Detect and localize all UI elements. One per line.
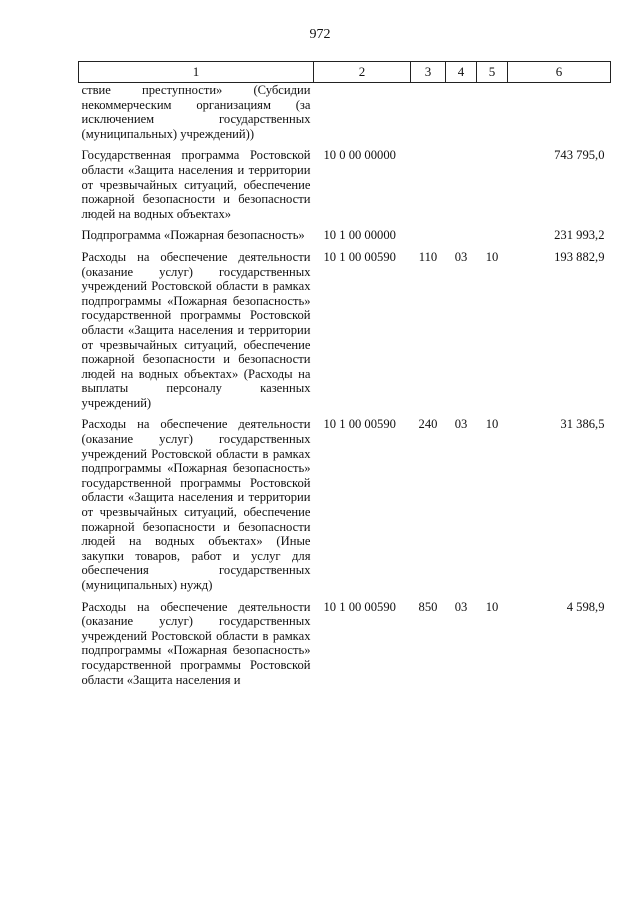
header-col-3: 3 <box>411 62 446 83</box>
row-name: Подпрограмма «Пожарная безопасность» <box>81 228 305 243</box>
row-rz <box>446 141 477 221</box>
row-name: Расходы на обеспечение деятельности (оказание услуг) государственных учреждений Ростовской области в рамках подпрограммы «Пожарная безопасность» государственной программы Ростовской области «Защита населения и территории от чрезвычайных ситуаций, обеспечение пожарной безопасности и безопасности людей на водных объектах» (Расходы на выплаты персоналу казенных учреждений) <box>81 249 311 410</box>
row-rz <box>446 221 477 243</box>
budget-table <box>78 61 611 687</box>
row-amount: 31 386,5 <box>560 417 605 432</box>
table-row <box>79 221 611 243</box>
header-col-1: 1 <box>79 62 314 83</box>
row-amount: 193 882,9 <box>554 249 605 264</box>
row-amount: 743 795,0 <box>554 148 605 163</box>
header-col-6: 6 <box>508 62 611 83</box>
header-row <box>79 62 611 83</box>
row-code: 10 1 00 00590 <box>323 599 396 614</box>
table-header <box>79 62 611 83</box>
row-code <box>314 83 411 142</box>
row-vr: 240 <box>418 417 438 432</box>
row-pr <box>477 221 508 243</box>
header-col-5: 5 <box>477 62 508 83</box>
row-code: 10 1 00 00590 <box>323 249 396 264</box>
row-vr <box>411 221 446 243</box>
header-col-2: 2 <box>314 62 411 83</box>
table-row <box>79 83 611 142</box>
row-pr: 10 <box>485 417 499 432</box>
row-vr: 850 <box>418 599 438 614</box>
table-row <box>79 593 611 688</box>
row-amount: 4 598,9 <box>566 599 605 614</box>
row-rz: 03 <box>454 599 468 614</box>
row-rz: 03 <box>454 417 468 432</box>
row-name: ствие преступности» (Субсидии некоммерческим организациям (за исключением государственных (муниципальных) учреждений)) <box>81 83 311 141</box>
row-rz <box>446 83 477 142</box>
row-name: Расходы на обеспечение деятельности (оказание услуг) государственных учреждений Ростовской области в рамках подпрограммы «Пожарная безопасность» государственной программы Ростовской области «Защита населения и <box>81 599 311 687</box>
header-col-4: 4 <box>446 62 477 83</box>
table-row <box>79 243 611 411</box>
row-rz: 03 <box>454 249 468 264</box>
table-row <box>79 141 611 221</box>
row-vr <box>411 83 446 142</box>
row-amount <box>508 83 611 142</box>
table-body <box>79 83 611 688</box>
row-name: Расходы на обеспечение деятельности (оказание услуг) государственных учреждений Ростовской области в рамках подпрограммы «Пожарная безопасность» государственной программы Ростовской области «Защита населения и территории от чрезвычайных ситуаций, обеспечение пожарной безопасности и безопасности людей на водных объектах» (Иные закупки товаров, работ и услуг для обеспечения государственных (муниципальных) нужд) <box>81 417 311 592</box>
row-pr: 10 <box>485 599 499 614</box>
row-name: Государственная программа Ростовской области «Защита населения и территории от чрезвычайных ситуаций, обеспечение пожарной безопасности и безопасности людей на водных объектах» <box>81 148 311 221</box>
row-pr: 10 <box>485 249 499 264</box>
page-number: 972 <box>309 27 331 42</box>
row-code: 10 1 00 00590 <box>323 417 396 432</box>
row-vr: 110 <box>418 249 438 264</box>
row-pr <box>477 141 508 221</box>
table-row <box>79 410 611 592</box>
row-code: 10 1 00 00000 <box>323 228 396 243</box>
row-amount: 231 993,2 <box>554 228 605 243</box>
row-pr <box>477 83 508 142</box>
row-vr <box>411 141 446 221</box>
row-code: 10 0 00 00000 <box>323 148 396 163</box>
